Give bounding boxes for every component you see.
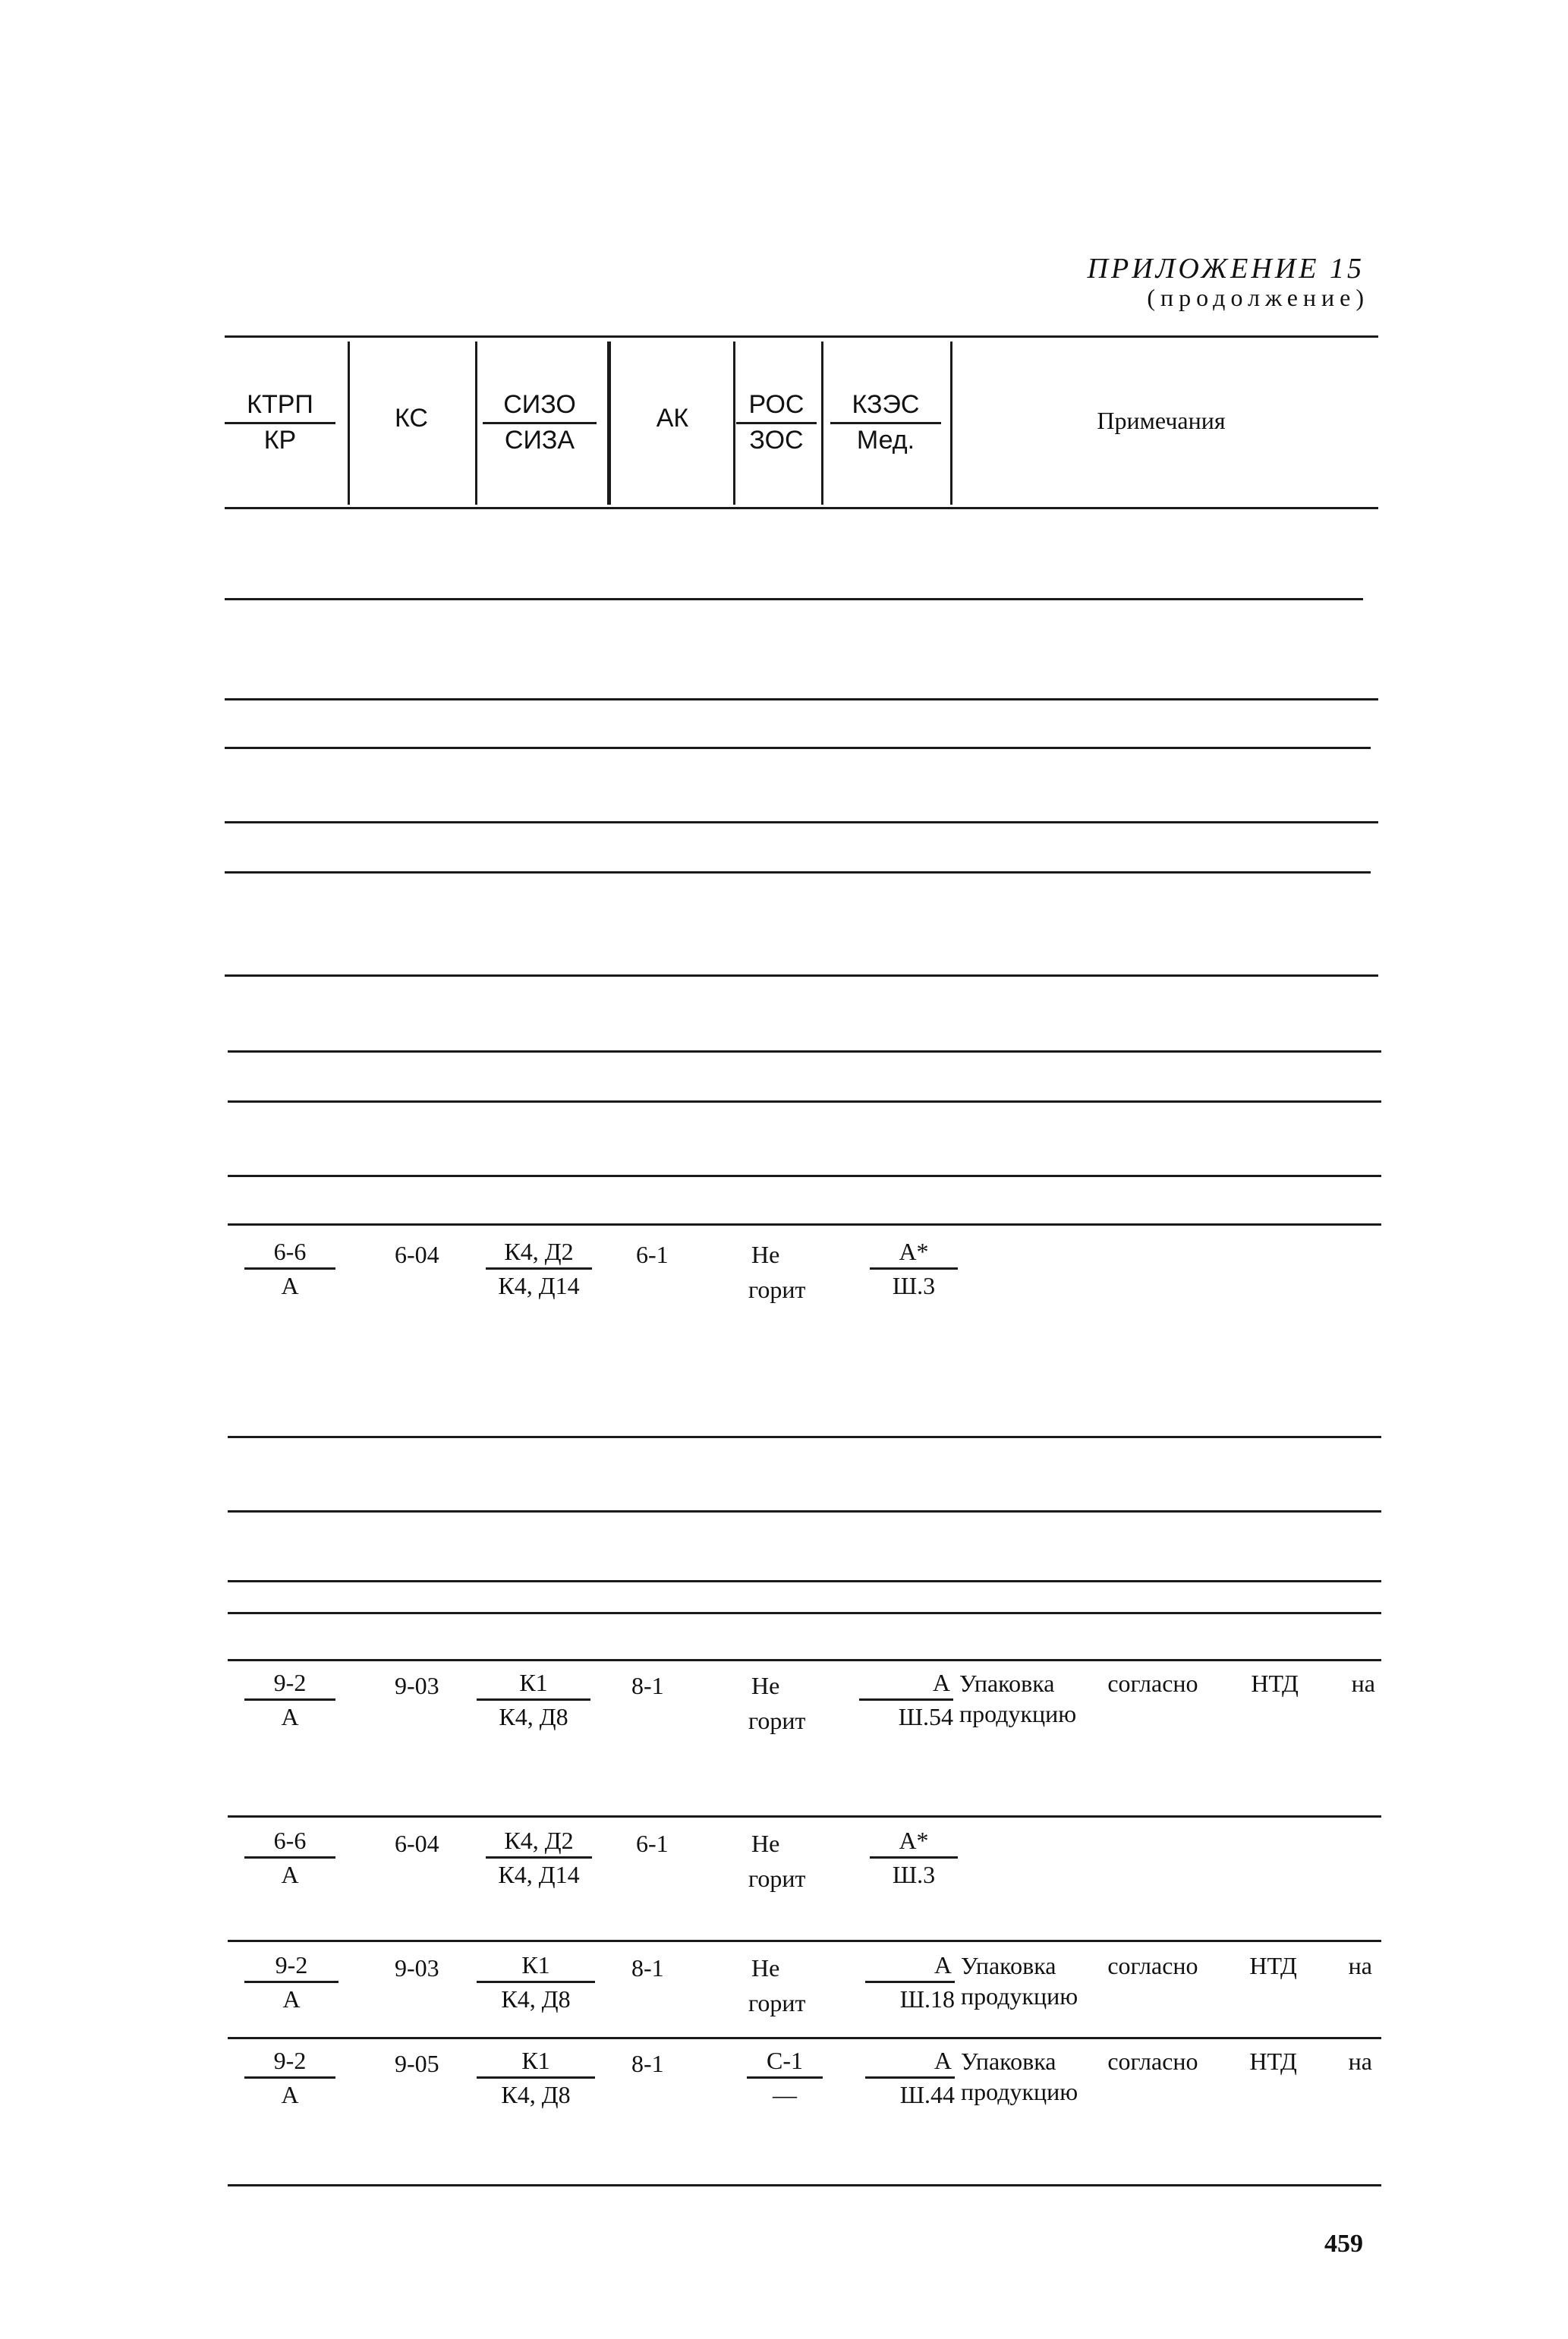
note-word: на: [1351, 1670, 1375, 1697]
header-zos: ЗОС: [749, 426, 804, 455]
row-rule: [228, 1510, 1381, 1513]
header-divider: [821, 342, 823, 505]
row-rule: [228, 1223, 1381, 1226]
header-ak: АК: [656, 404, 689, 433]
ros: Не: [751, 1672, 780, 1699]
zos: горит: [748, 1989, 806, 2016]
sizo: К1: [477, 1949, 595, 1983]
row-rule: [228, 1580, 1381, 1582]
zos: горит: [748, 1865, 806, 1892]
appendix-title: ПРИЛОЖЕНИЕ 15: [1087, 253, 1365, 285]
page-number: 459: [1324, 2230, 1363, 2258]
kzes-med: [870, 1824, 958, 1890]
row-rule: [228, 2184, 1381, 2186]
sizo: К4, Д2: [486, 1824, 592, 1859]
kzes-med: [859, 1667, 953, 1733]
header-divider: [348, 342, 350, 505]
note-word: Упаковка: [961, 1952, 1056, 1979]
ak: 6-1: [636, 1830, 669, 1857]
ros-zos: [747, 2045, 823, 2111]
ros: Не: [751, 1241, 780, 1268]
sizo-siza: [477, 1949, 595, 2015]
kzes-med: [865, 1949, 955, 2015]
row-rule: [228, 2037, 1381, 2039]
appendix-subtitle: (продолжение): [1147, 284, 1369, 311]
ros: Не: [751, 1830, 780, 1857]
ktrp: 6-6: [244, 1236, 335, 1270]
note: [961, 2046, 1372, 2107]
sizo-siza: [477, 2045, 595, 2111]
header-siza: СИЗА: [504, 426, 575, 455]
kr: А: [281, 2081, 299, 2108]
kr: А: [281, 1272, 299, 1299]
row-rule: [225, 698, 1378, 700]
ks: 9-03: [395, 1954, 439, 1982]
siza: К4, Д14: [498, 1861, 580, 1888]
med: Ш.44: [899, 2081, 955, 2108]
sizo: К1: [477, 1667, 590, 1701]
ros: С-1: [747, 2045, 823, 2079]
siza: К4, Д14: [498, 1272, 580, 1299]
ks: 9-03: [395, 1672, 439, 1699]
ktrp: 9-2: [244, 1667, 335, 1701]
note: [961, 1950, 1372, 2011]
note-line-2: продукцию: [959, 1700, 1077, 1727]
kzes: А: [859, 1667, 953, 1701]
note-line-2: продукцию: [961, 1982, 1078, 2010]
note-word: согласно: [1107, 1952, 1198, 1979]
ks: 9-05: [395, 2050, 439, 2077]
row-rule: [228, 1659, 1381, 1661]
kzes: А*: [870, 1824, 958, 1859]
row-rule: [228, 1436, 1381, 1438]
ks: 6-04: [395, 1830, 439, 1857]
siza: К4, Д8: [501, 2081, 571, 2108]
sizo: К1: [477, 2045, 595, 2079]
ktrp-kr: [244, 1236, 335, 1302]
header-ks: КС: [395, 404, 428, 433]
header-kzes: КЗЭС: [830, 390, 941, 424]
sizo-siza: [486, 1236, 592, 1302]
row-rule: [225, 974, 1378, 977]
row-rule: [225, 871, 1371, 874]
note-word: на: [1348, 2048, 1372, 2075]
kzes: А: [865, 1949, 955, 1983]
kzes: А*: [870, 1236, 958, 1270]
header-bottom-rule: [225, 507, 1378, 509]
row-rule: [228, 1100, 1381, 1103]
kzes-med: [870, 1236, 958, 1302]
row-rule: [225, 598, 1363, 600]
ktrp-kr: [244, 1824, 335, 1890]
header-sizo-siza: [483, 390, 597, 455]
kzes-med: [865, 2045, 955, 2111]
kr: А: [281, 1861, 299, 1888]
header-notes: Примечания: [1097, 407, 1226, 434]
header-ros: РОС: [736, 390, 817, 424]
ak: 8-1: [631, 1954, 664, 1982]
note-word: Упаковка: [959, 1670, 1055, 1697]
note-word: НТД: [1249, 1952, 1297, 1979]
header-ktrp-kr: [225, 390, 335, 455]
note-word: НТД: [1251, 1670, 1299, 1697]
header-kr: КР: [263, 426, 297, 455]
header-divider: [607, 342, 611, 505]
sizo-siza: [486, 1824, 592, 1890]
ak: 8-1: [631, 2050, 664, 2077]
ak: 6-1: [636, 1241, 669, 1268]
kzes: А: [865, 2045, 955, 2079]
zos: —: [773, 2081, 797, 2108]
ks: 6-04: [395, 1241, 439, 1268]
siza: К4, Д8: [501, 1985, 571, 2013]
row-rule: [225, 747, 1371, 749]
header-divider: [475, 342, 477, 505]
header-ros-zos: [736, 390, 817, 455]
header-top-rule: [225, 335, 1378, 338]
sizo: К4, Д2: [486, 1236, 592, 1270]
ktrp: 6-6: [244, 1824, 335, 1859]
header-divider: [950, 342, 952, 505]
row-rule: [228, 1940, 1381, 1942]
header-ktrp: КТРП: [225, 390, 335, 424]
zos: горит: [748, 1276, 806, 1303]
row-rule: [228, 1050, 1381, 1053]
header-divider: [733, 342, 735, 505]
row-rule: [225, 821, 1378, 823]
header-kzes-med: [830, 390, 941, 455]
med: Ш.3: [892, 1861, 936, 1888]
med: Ш.3: [892, 1272, 936, 1299]
note: [959, 1668, 1375, 1729]
sizo-siza: [477, 1667, 590, 1733]
note-word: на: [1348, 1952, 1372, 1979]
row-rule: [228, 1612, 1381, 1614]
note-word: согласно: [1107, 2048, 1198, 2075]
ktrp: 9-2: [244, 2045, 335, 2079]
ktrp-kr: [244, 1949, 338, 2015]
ktrp-kr: [244, 1667, 335, 1733]
row-rule: [228, 1175, 1381, 1177]
note-word: НТД: [1249, 2048, 1297, 2075]
ktrp: 9-2: [244, 1949, 338, 1983]
med: Ш.54: [898, 1703, 953, 1730]
zos: горит: [748, 1707, 806, 1734]
siza: К4, Д8: [499, 1703, 568, 1730]
ktrp-kr: [244, 2045, 335, 2111]
header-sizo: СИЗО: [483, 390, 597, 424]
ak: 8-1: [631, 1672, 664, 1699]
med: Ш.18: [899, 1985, 955, 2013]
kr: А: [281, 1703, 299, 1730]
note-line-2: продукцию: [961, 2078, 1078, 2105]
header-med: Мед.: [856, 426, 915, 455]
row-rule: [228, 1815, 1381, 1818]
note-word: согласно: [1107, 1670, 1198, 1697]
ros: Не: [751, 1954, 780, 1982]
note-word: Упаковка: [961, 2048, 1056, 2075]
kr: А: [282, 1985, 301, 2013]
